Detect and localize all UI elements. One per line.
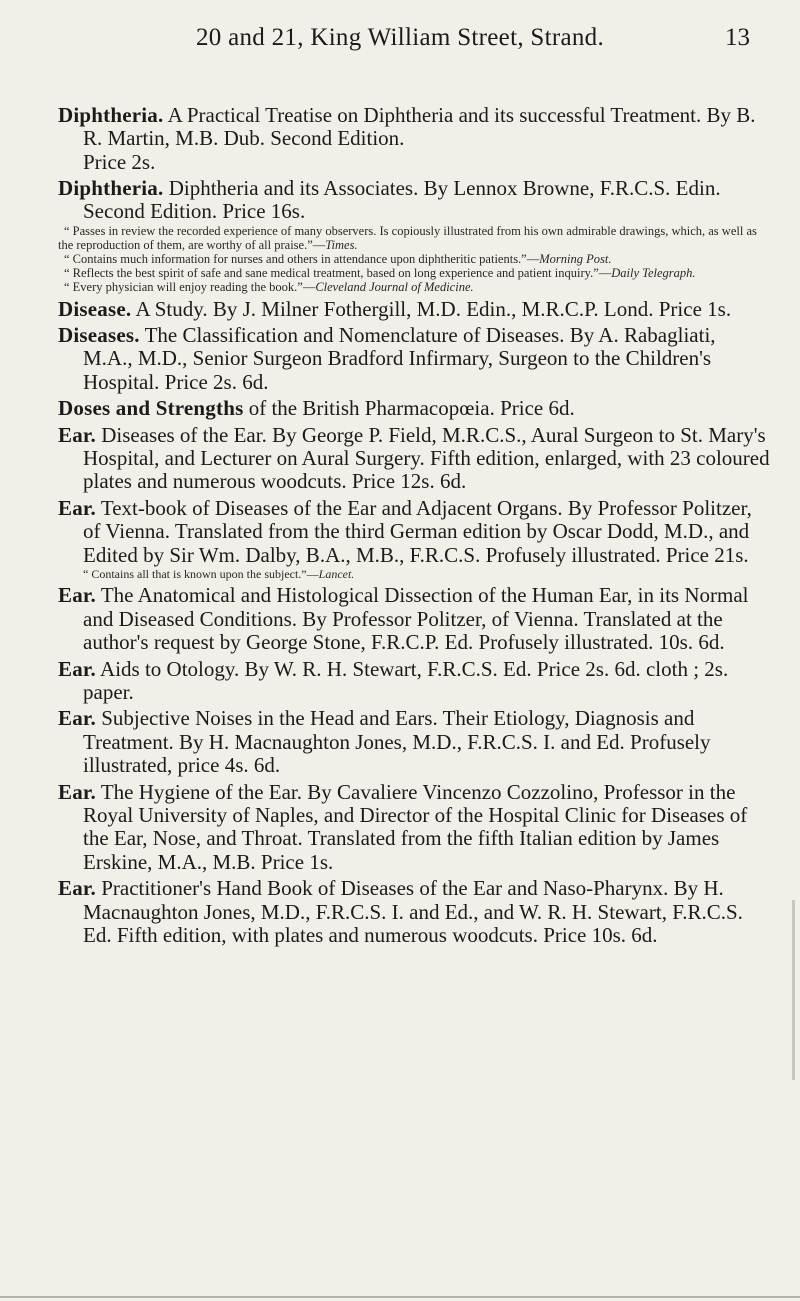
entry-text [58, 707, 770, 777]
review-quote [58, 280, 770, 294]
catalogue-entry [58, 324, 770, 394]
entry-description: Practitioner's Hand Book of Diseases of the Ear and Naso-Pharynx. By H. Macnaughton Jones, M.D., F.R.C.S. I. and Ed., and W. R. H. Stewart, F.R.C.S. Ed. Fifth edition, with plates and numerous woodcuts. Price 10s. 6d. [83, 876, 743, 947]
entry-description: Diseases of the Ear. By George P. Field, M.R.C.S., Aural Surgeon to St. Mary's Hospital, and Lecturer on Aural Surgery. Fifth edition, enlarged, with 23 coloured plates and numerous woodcuts. Price 12s. 6d. [83, 422, 770, 494]
review-quote [58, 224, 770, 252]
entry-description: The Anatomical and Histological Dissection of the Human Ear, in its Normal and Diseased Conditions. By Professor Politzer, of Vienna. Translated at the author's request by George Stone, F.R.C.P. Ed. Profusely illustrated. 10s. 6d. [83, 583, 749, 655]
entry-text [58, 324, 770, 394]
quote-text: “ Contains all that is known upon the subject.”— [83, 567, 319, 582]
running-header [0, 24, 800, 64]
entry-heading: Diphtheria. [58, 103, 164, 127]
quote-text: “ Every physician will enjoy reading the book.”— [64, 280, 316, 295]
catalogue-entry [58, 177, 770, 295]
entry-description: of the British Pharmacopœia. Price 6d. [248, 396, 575, 421]
quote-source: Cleveland Journal of Medicine. [315, 280, 474, 295]
review-quote [58, 567, 770, 581]
catalogue-entry [58, 877, 770, 947]
entry-heading: Diseases. [58, 323, 140, 348]
review-quote [58, 266, 770, 280]
entry-heading: Ear. [58, 876, 96, 901]
entry-heading: Disease. [58, 296, 132, 321]
entry-text [58, 497, 770, 567]
catalogue-entry [58, 658, 770, 705]
entry-description: The Classification and Nomenclature of Diseases. By A. Rabagliati, M.A., M.D., Senior Surgeon Bradford Infirmary, Surgeon to the Children's Hospital. Price 2s. 6d. [83, 323, 716, 394]
entry-heading: Ear. [58, 656, 96, 681]
entry-text [58, 104, 770, 151]
entry-heading: Diphtheria. [58, 175, 164, 200]
entry-heading: Ear. [58, 779, 96, 804]
quote-text: “ Passes in review the recorded experience of many observers. Is copiously illustrated from his own admirable drawings, which, as well as the reproduction of them, are worthy of all praise.”— [58, 223, 757, 252]
quote-source: Times. [325, 237, 358, 252]
catalogue-entry [58, 781, 770, 875]
entry-heading: Ear. [58, 422, 96, 447]
review-quote [58, 252, 770, 266]
header-title: 20 and 21, King William Street, Strand. [195, 24, 605, 51]
catalogue-entry [58, 298, 770, 321]
entry-description: A Study. By J. Milner Fothergill, M.D. Edin., M.R.C.P. Lond. Price 1s. [135, 296, 732, 321]
page-edge-shadow [792, 900, 795, 1080]
quote-source: Morning Post. [539, 252, 612, 267]
entry-heading: Ear. [58, 495, 96, 520]
entry-description: A Practical Treatise on Diphtheria and its successful Treatment. By B. R. Martin, M.B. Dub. Second Edition. [83, 103, 756, 151]
entry-heading: Ear. [58, 583, 96, 608]
entry-text [58, 584, 770, 654]
entry-text [58, 177, 770, 224]
quote-text: “ Contains much information for nurses and others in attendance upon diphtheritic patients.”— [64, 252, 540, 267]
entry-description: Subjective Noises in the Head and Ears. Their Etiology, Diagnosis and Treatment. By H. Macnaughton Jones, M.D., F.R.C.S. I. and Ed. Profusely illustrated, price 4s. 6d. [83, 706, 711, 778]
catalogue-entry [58, 424, 770, 494]
catalogue-entries [58, 104, 770, 950]
entry-text [58, 298, 770, 321]
entry-text [58, 781, 770, 875]
page-bottom-edge [0, 1296, 800, 1298]
entry-description: Aids to Otology. By W. R. H. Stewart, F.R.C.S. Ed. Price 2s. 6d. cloth ; 2s. paper. [83, 656, 729, 704]
entry-text [58, 658, 770, 705]
catalogue-entry [58, 104, 770, 174]
entry-heading: Doses and Strengths [58, 396, 244, 421]
quote-source: Daily Telegraph. [611, 266, 696, 281]
entry-description: The Hygiene of the Ear. By Cavaliere Vincenzo Cozzolino, Professor in the Royal University of Naples, and Director of the Hospital Clinic for Diseases of the Ear, Nose, and Throat. Translated from the fifth Italian edition by James Erskine, M.A., M.B. Price 1s. [83, 779, 748, 874]
entry-description: Text-book of Diseases of the Ear and Adjacent Organs. By Professor Politzer, of Vienna. Translated from the third German edition by Oscar Dodd, M.D., and Edited by Sir Wm. Dalby, B.A., M.B., F.R.C.S. Profusely illustrated. Price 21s. [83, 495, 752, 567]
catalogue-entry [58, 584, 770, 654]
catalogue-entry [58, 397, 770, 420]
entry-description: Diphtheria and its Associates. By Lennox Browne, F.R.C.S. Edin. Second Edition. Price 16s. [83, 175, 721, 224]
entry-text [58, 397, 770, 420]
entry-price: Price 2s. [83, 149, 156, 174]
quote-source: Lancet. [318, 567, 355, 582]
entry-text [58, 877, 770, 947]
entry-text [58, 424, 770, 494]
entry-heading: Ear. [58, 706, 96, 731]
catalogue-entry [58, 707, 770, 777]
page-number: 13 [725, 24, 750, 51]
catalogue-entry [58, 497, 770, 581]
quote-text: “ Reflects the best spirit of safe and sane medical treatment, based on long experience and patient inquiry.”— [64, 266, 612, 281]
